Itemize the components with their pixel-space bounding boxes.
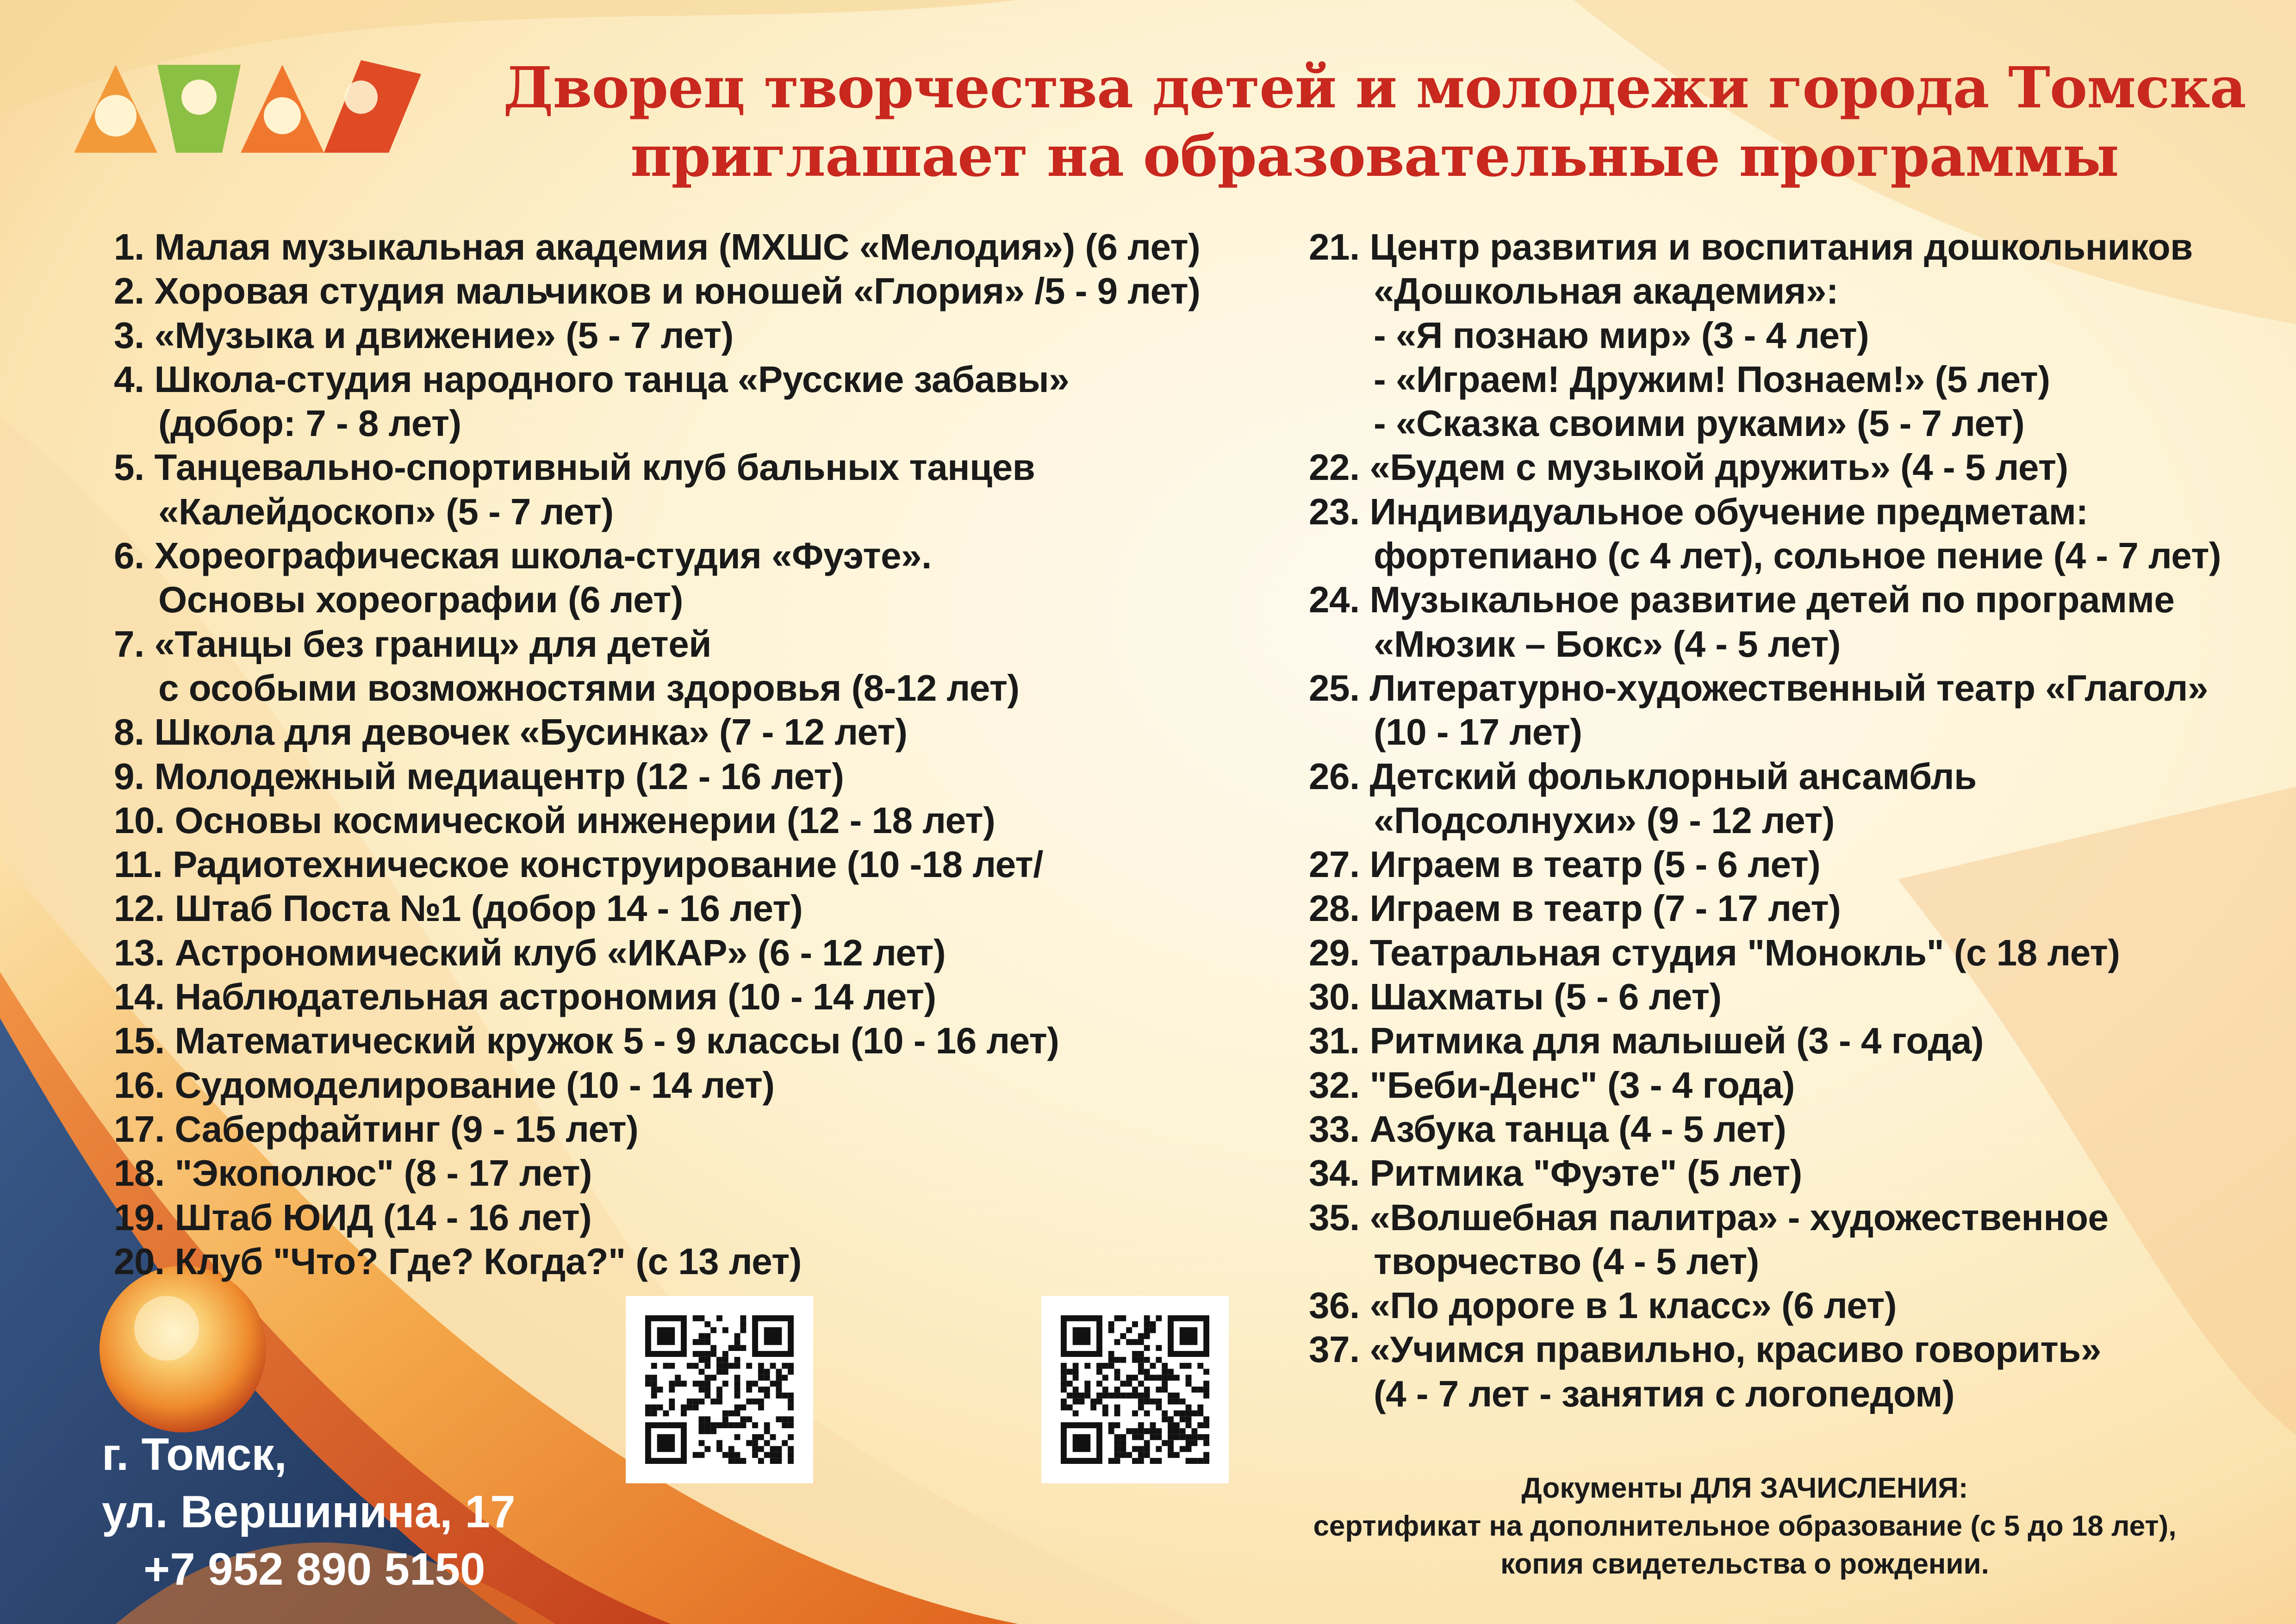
- program-item: [114, 1063, 1299, 1107]
- program-title: 26. Детский фольклорный ансамбль: [1309, 755, 1977, 797]
- program-detail: Основы хореографии (6 лет): [158, 579, 683, 621]
- program-item: [1309, 754, 2285, 843]
- program-title: 37. «Учимся правильно, красиво говорить»: [1309, 1329, 2101, 1370]
- program-title: 27. Играем в театр (5 - 6 лет): [1309, 844, 1821, 885]
- program-title: 31. Ритмика для малышей (3 - 4 года): [1309, 1020, 1984, 1062]
- address-block: [102, 1425, 516, 1598]
- program-item: [114, 1151, 1299, 1195]
- program-item: [114, 975, 1299, 1019]
- program-title: 5. Танцевально-спортивный клуб бальных танцев: [114, 447, 1035, 488]
- program-detail: творчество (4 - 5 лет): [1374, 1240, 1759, 1282]
- program-list-right: [1309, 225, 2285, 1416]
- program-item: [1309, 842, 2285, 886]
- program-title: 16. Судомоделирование (10 - 14 лет): [114, 1064, 775, 1106]
- program-title: 20. Клуб "Что? Где? Когда?" (с 13 лет): [114, 1240, 802, 1282]
- program-item: [1309, 1063, 2285, 1107]
- program-title: 2. Хоровая студия мальчиков и юношей «Глория» /5 - 9 лет): [114, 270, 1201, 312]
- program-detail: (4 - 7 лет - занятия с логопедом): [1374, 1373, 1955, 1414]
- program-item: [114, 1107, 1299, 1151]
- program-item: [114, 931, 1299, 975]
- program-item: [1309, 1151, 2285, 1195]
- documents-line-1: сертификат на дополнительное образование (с 5 до 18 лет),: [1313, 1510, 2177, 1542]
- program-item: [1309, 578, 2285, 666]
- program-detail: «Подсолнухи» (9 - 12 лет): [1374, 799, 1835, 841]
- program-title: 17. Саберфайтинг (9 - 15 лет): [114, 1108, 639, 1150]
- program-title: 24. Музыкальное развитие детей по программе: [1309, 579, 2175, 621]
- program-item: [1309, 666, 2285, 754]
- program-title: 4. Школа-студия народного танца «Русские забавы»: [114, 358, 1070, 400]
- documents-heading: Документы ДЛЯ ЗАЧИСЛЕНИЯ:: [1521, 1472, 1968, 1504]
- phone-number: +7 952 890 5150: [143, 1543, 485, 1594]
- program-title: 1. Малая музыкальная академия (МХШС «Мелодия») (6 лет): [114, 226, 1201, 268]
- program-detail: «Калейдоскоп» (5 - 7 лет): [158, 491, 614, 532]
- program-item: [114, 534, 1299, 622]
- program-title: 22. «Будем с музыкой дружить» (4 - 5 лет): [1309, 447, 2068, 488]
- program-title: 32. "Беби-Денс" (3 - 4 года): [1309, 1064, 1795, 1106]
- program-item: [114, 225, 1299, 269]
- program-item: [1309, 490, 2285, 578]
- program-item: [114, 445, 1299, 534]
- program-title: 21. Центр развития и воспитания дошкольников: [1309, 226, 2193, 268]
- program-detail: с особыми возможностями здоровья (8-12 лет): [158, 667, 1020, 709]
- program-title: 11. Радиотехническое конструирование (10 -18 лет/: [114, 844, 1043, 885]
- program-title: 13. Астрономический клуб «ИКАР» (6 - 12 лет): [114, 932, 946, 973]
- address-city: г. Томск,: [102, 1429, 287, 1480]
- program-item: [114, 357, 1299, 446]
- title-line-2: приглашает на образовательные программы: [630, 123, 2119, 189]
- program-title: 34. Ритмика "Фуэте" (5 лет): [1309, 1152, 1802, 1194]
- program-item: [114, 1239, 1299, 1283]
- program-title: 10. Основы космической инженерии (12 - 18 лет): [114, 799, 996, 841]
- program-item: [1309, 1107, 2285, 1151]
- qr-code-icon[interactable]: [626, 1296, 813, 1483]
- documents-line-2: копия свидетельства о рождении.: [1500, 1548, 1989, 1580]
- program-title: 12. Штаб Поста №1 (добор 14 - 16 лет): [114, 888, 803, 929]
- program-item: [1309, 445, 2285, 489]
- program-title: 33. Азбука танца (4 - 5 лет): [1309, 1108, 1786, 1150]
- program-title: 23. Индивидуальное обучение предметам:: [1309, 491, 2088, 532]
- program-item: [1309, 1019, 2285, 1063]
- program-item: [114, 1019, 1299, 1063]
- documents-block: [1250, 1469, 2240, 1583]
- logo-dtdm-icon: [65, 46, 430, 162]
- program-title: 35. «Волшебная палитра» - художественное: [1309, 1196, 2109, 1238]
- program-item: [114, 622, 1299, 710]
- program-list-left: [114, 225, 1299, 1283]
- program-item: [114, 710, 1299, 754]
- program-item: [1309, 975, 2285, 1019]
- program-detail: (добор: 7 - 8 лет): [158, 403, 461, 444]
- program-title: 36. «По дороге в 1 класс» (6 лет): [1309, 1285, 1897, 1326]
- program-item: [1309, 225, 2285, 445]
- program-detail: - «Сказка своими руками» (5 - 7 лет): [1374, 403, 2025, 444]
- program-title: 18. "Экополюс" (8 - 17 лет): [114, 1152, 592, 1194]
- program-detail: (10 - 17 лет): [1374, 711, 1582, 753]
- page-title: [477, 53, 2272, 190]
- program-title: 29. Театральная студия "Монокль" (с 18 лет): [1309, 932, 2120, 973]
- program-title: 8. Школа для девочек «Бусинка» (7 - 12 лет): [114, 711, 908, 753]
- program-title: 7. «Танцы без границ» для детей: [114, 623, 711, 665]
- program-title: 14. Наблюдательная астрономия (10 - 14 лет): [114, 976, 936, 1018]
- qr-pattern: [645, 1315, 794, 1464]
- address-street: ул. Вершинина, 17: [102, 1486, 516, 1537]
- program-item: [1309, 1283, 2285, 1327]
- program-item: [1309, 886, 2285, 930]
- program-title: 30. Шахматы (5 - 6 лет): [1309, 976, 1722, 1018]
- program-item: [1309, 1195, 2285, 1284]
- qr-pattern: [1061, 1315, 1209, 1464]
- program-item: [114, 754, 1299, 798]
- program-item: [114, 798, 1299, 842]
- program-item: [1309, 1327, 2285, 1416]
- program-title: 6. Хореографическая школа-студия «Фуэте».: [114, 535, 932, 577]
- program-title: 3. «Музыка и движение» (5 - 7 лет): [114, 314, 734, 356]
- qr-code-icon[interactable]: [1041, 1296, 1229, 1483]
- program-title: 25. Литературно-художественный театр «Глагол»: [1309, 667, 2208, 709]
- program-item: [114, 1195, 1299, 1239]
- program-item: [114, 886, 1299, 930]
- program-title: 15. Математический кружок 5 - 9 классы (10 - 16 лет): [114, 1020, 1059, 1062]
- program-item: [114, 313, 1299, 357]
- program-item: [114, 269, 1299, 313]
- program-title: 9. Молодежный медиацентр (12 - 16 лет): [114, 755, 844, 797]
- program-item: [114, 842, 1299, 886]
- program-title: 19. Штаб ЮИД (14 - 16 лет): [114, 1196, 592, 1238]
- program-detail: «Мюзик – Бокс» (4 - 5 лет): [1374, 623, 1841, 665]
- title-line-1: Дворец творчества детей и молодежи города Томска: [503, 54, 2246, 121]
- program-detail: фортепиано (с 4 лет), сольное пение (4 - 7 лет): [1374, 535, 2221, 577]
- program-detail: - «Я познаю мир» (3 - 4 лет): [1374, 314, 1869, 356]
- program-detail: «Дошкольная академия»:: [1374, 270, 1838, 312]
- program-title: 28. Играем в театр (7 - 17 лет): [1309, 888, 1841, 929]
- program-item: [1309, 931, 2285, 975]
- program-detail: - «Играем! Дружим! Познаем!» (5 лет): [1374, 358, 2050, 400]
